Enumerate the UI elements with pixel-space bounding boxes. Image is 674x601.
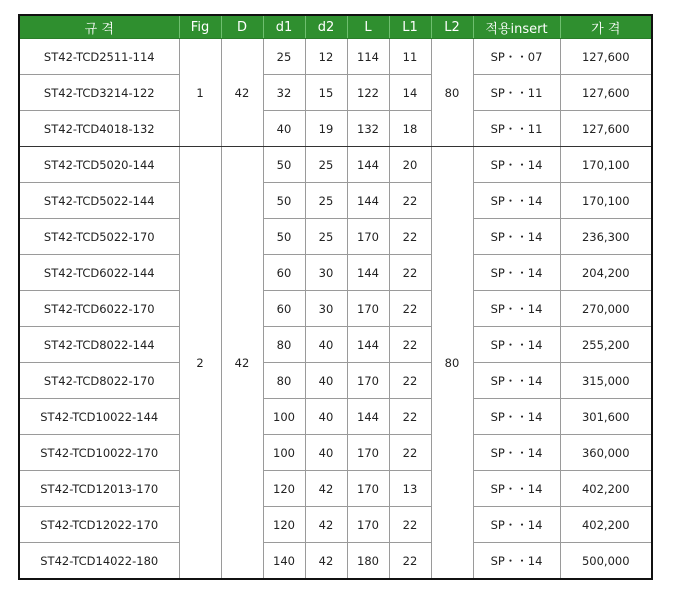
cell-l1: 22: [389, 327, 431, 363]
cell-spec-code: ST42-TCD5022-170: [19, 219, 179, 255]
cell-fig: 1: [179, 39, 221, 147]
cell-spec-code: ST42-TCD10022-170: [19, 435, 179, 471]
cell-d2: 42: [305, 471, 347, 507]
cell-price: 236,300: [560, 219, 652, 255]
cell-price: 500,000: [560, 543, 652, 580]
cell-fig: 2: [179, 147, 221, 580]
cell-price: 127,600: [560, 75, 652, 111]
cell-l: 170: [347, 471, 389, 507]
cell-l: 132: [347, 111, 389, 147]
cell-price: 270,000: [560, 291, 652, 327]
cell-l1: 22: [389, 363, 431, 399]
table-row: [19, 255, 652, 291]
header-d2: d2: [305, 15, 347, 39]
table-row: [19, 507, 652, 543]
cell-l1: 13: [389, 471, 431, 507]
cell-d1: 120: [263, 507, 305, 543]
cell-l: 170: [347, 291, 389, 327]
table-body: [19, 39, 652, 580]
cell-insert: SP・・11: [473, 111, 560, 147]
cell-price: 315,000: [560, 363, 652, 399]
cell-l: 170: [347, 219, 389, 255]
header-insert: 적용insert: [473, 15, 560, 39]
cell-d1: 50: [263, 147, 305, 183]
cell-l: 144: [347, 399, 389, 435]
cell-l: 122: [347, 75, 389, 111]
cell-d1: 40: [263, 111, 305, 147]
cell-l1: 22: [389, 543, 431, 580]
cell-insert: SP・・11: [473, 75, 560, 111]
cell-d2: 30: [305, 255, 347, 291]
cell-l1: 22: [389, 507, 431, 543]
cell-d2: 42: [305, 507, 347, 543]
table-header-row: [19, 15, 652, 39]
cell-d2: 12: [305, 39, 347, 75]
cell-d2: 25: [305, 183, 347, 219]
table-row: [19, 39, 652, 75]
cell-d1: 80: [263, 327, 305, 363]
cell-l1: 11: [389, 39, 431, 75]
cell-insert: SP・・07: [473, 39, 560, 75]
cell-d1: 50: [263, 219, 305, 255]
cell-d1: 100: [263, 435, 305, 471]
cell-price: 402,200: [560, 507, 652, 543]
cell-spec-code: ST42-TCD10022-144: [19, 399, 179, 435]
cell-d2: 40: [305, 399, 347, 435]
cell-insert: SP・・14: [473, 507, 560, 543]
cell-price: 170,100: [560, 183, 652, 219]
table-row: [19, 291, 652, 327]
cell-spec-code: ST42-TCD6022-170: [19, 291, 179, 327]
table-row: [19, 219, 652, 255]
cell-insert: SP・・14: [473, 219, 560, 255]
cell-insert: SP・・14: [473, 471, 560, 507]
header-l: L: [347, 15, 389, 39]
cell-l: 114: [347, 39, 389, 75]
cell-l1: 22: [389, 219, 431, 255]
cell-insert: SP・・14: [473, 147, 560, 183]
cell-spec-code: ST42-TCD12022-170: [19, 507, 179, 543]
cell-price: 204,200: [560, 255, 652, 291]
cell-d1: 80: [263, 363, 305, 399]
cell-l1: 20: [389, 147, 431, 183]
cell-d1: 100: [263, 399, 305, 435]
cell-d1: 25: [263, 39, 305, 75]
cell-l: 144: [347, 183, 389, 219]
table-row: [19, 363, 652, 399]
cell-insert: SP・・14: [473, 399, 560, 435]
header-d1: d1: [263, 15, 305, 39]
cell-d1: 60: [263, 291, 305, 327]
cell-insert: SP・・14: [473, 363, 560, 399]
cell-d1: 140: [263, 543, 305, 580]
cell-spec-code: ST42-TCD5020-144: [19, 147, 179, 183]
cell-l: 170: [347, 507, 389, 543]
cell-spec-code: ST42-TCD4018-132: [19, 111, 179, 147]
cell-d1: 50: [263, 183, 305, 219]
table-row: [19, 327, 652, 363]
cell-insert: SP・・14: [473, 435, 560, 471]
cell-l: 170: [347, 435, 389, 471]
cell-l1: 22: [389, 291, 431, 327]
cell-l: 144: [347, 255, 389, 291]
cell-insert: SP・・14: [473, 543, 560, 580]
cell-d1: 32: [263, 75, 305, 111]
cell-d2: 40: [305, 363, 347, 399]
cell-l: 170: [347, 363, 389, 399]
cell-l1: 22: [389, 399, 431, 435]
cell-price: 360,000: [560, 435, 652, 471]
cell-spec-code: ST42-TCD2511-114: [19, 39, 179, 75]
cell-l: 144: [347, 147, 389, 183]
cell-l1: 18: [389, 111, 431, 147]
cell-l2: 80: [431, 147, 473, 580]
cell-l: 180: [347, 543, 389, 580]
cell-spec-code: ST42-TCD3214-122: [19, 75, 179, 111]
cell-l1: 22: [389, 435, 431, 471]
header-spec: 규 격: [19, 15, 179, 39]
cell-spec-code: ST42-TCD14022-180: [19, 543, 179, 580]
cell-insert: SP・・14: [473, 291, 560, 327]
cell-l1: 22: [389, 183, 431, 219]
spec-price-table: [18, 14, 653, 580]
cell-d2: 25: [305, 147, 347, 183]
cell-spec-code: ST42-TCD12013-170: [19, 471, 179, 507]
cell-d2: 40: [305, 327, 347, 363]
cell-spec-code: ST42-TCD8022-144: [19, 327, 179, 363]
header-l2: L2: [431, 15, 473, 39]
cell-price: 255,200: [560, 327, 652, 363]
cell-price: 402,200: [560, 471, 652, 507]
header-fig: Fig: [179, 15, 221, 39]
header-price: 가 격: [560, 15, 652, 39]
cell-d1: 60: [263, 255, 305, 291]
spec-table-wrapper: [18, 14, 653, 580]
cell-insert: SP・・14: [473, 183, 560, 219]
cell-d2: 25: [305, 219, 347, 255]
cell-d2: 30: [305, 291, 347, 327]
table-row: [19, 543, 652, 580]
cell-l: 144: [347, 327, 389, 363]
cell-d2: 15: [305, 75, 347, 111]
cell-d1: 120: [263, 471, 305, 507]
cell-spec-code: ST42-TCD5022-144: [19, 183, 179, 219]
cell-price: 301,600: [560, 399, 652, 435]
table-row: [19, 147, 652, 183]
cell-d2: 19: [305, 111, 347, 147]
cell-l2: 80: [431, 39, 473, 147]
cell-l1: 22: [389, 255, 431, 291]
header-d: D: [221, 15, 263, 39]
cell-d2: 42: [305, 543, 347, 580]
table-row: [19, 75, 652, 111]
cell-spec-code: ST42-TCD8022-170: [19, 363, 179, 399]
cell-spec-code: ST42-TCD6022-144: [19, 255, 179, 291]
cell-d: 42: [221, 39, 263, 147]
cell-price: 127,600: [560, 111, 652, 147]
cell-price: 170,100: [560, 147, 652, 183]
cell-l1: 14: [389, 75, 431, 111]
table-row: [19, 435, 652, 471]
table-row: [19, 471, 652, 507]
cell-price: 127,600: [560, 39, 652, 75]
table-row: [19, 399, 652, 435]
table-row: [19, 183, 652, 219]
cell-d: 42: [221, 147, 263, 580]
cell-d2: 40: [305, 435, 347, 471]
cell-insert: SP・・14: [473, 327, 560, 363]
header-l1: L1: [389, 15, 431, 39]
table-row: [19, 111, 652, 147]
cell-insert: SP・・14: [473, 255, 560, 291]
